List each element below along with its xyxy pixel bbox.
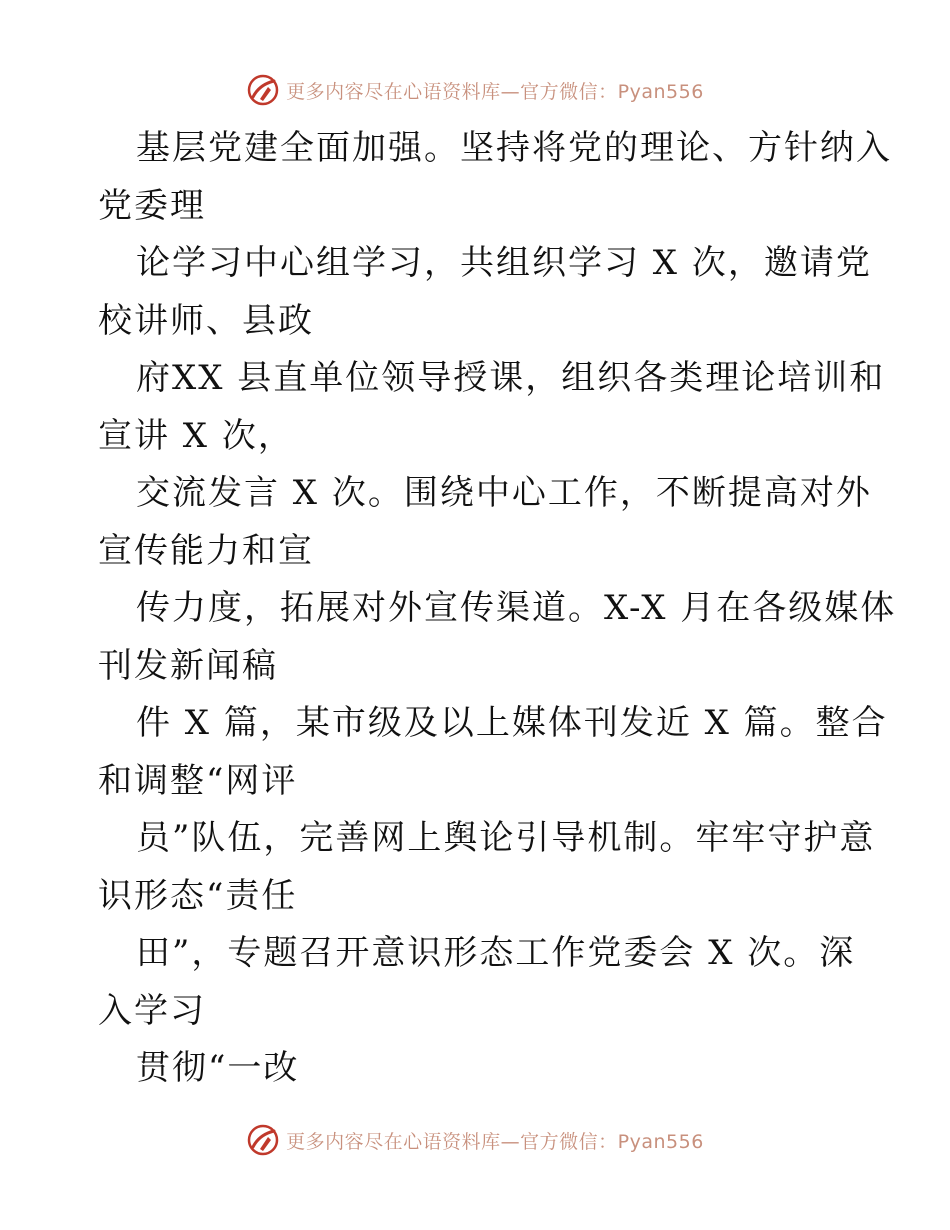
text-line: 员”队伍，完善网上舆论引导机制。牢牢守护意 <box>136 818 876 858</box>
text-line: 党委理 <box>98 185 206 226</box>
text-line: 入学习 <box>98 990 206 1031</box>
watermark-text: 更多内容尽在心语资料库—官方微信：Pyan556 <box>286 80 704 103</box>
text-line: 传力度，拓展对外宣传渠道。X-X 月在各级媒体 <box>136 588 897 628</box>
text-line: 和调整“网评 <box>98 760 298 801</box>
watermark-header <box>0 70 950 110</box>
text-line: 宣讲 X 次， <box>98 415 294 456</box>
text-line: 府XX 县直单位领导授课，组织各类理论培训和 <box>136 358 886 398</box>
text-line: 田”，专题召开意识形态工作党委会 X 次。深 <box>136 933 856 973</box>
text-line: 识形态“责任 <box>98 875 298 916</box>
text-line: 基层党建全面加强。坚持将党的理论、方针纳入 <box>136 128 892 168</box>
pen-swirl-logo-icon <box>246 73 280 107</box>
text-line: 件 X 篇，某市级及以上媒体刊发近 X 篇。整合 <box>136 703 888 743</box>
text-line: 宣传能力和宣 <box>98 530 314 571</box>
document-body <box>98 120 897 1098</box>
text-line: 交流发言 X 次。围绕中心工作，不断提高对外 <box>136 473 872 513</box>
text-line: 贯彻“一改 <box>136 1048 300 1088</box>
text-line: 论学习中心组学习，共组织学习 X 次，邀请党 <box>136 243 872 283</box>
pen-swirl-logo-icon <box>246 1123 280 1157</box>
watermark-footer <box>0 1120 950 1160</box>
text-line: 校讲师、县政 <box>98 300 314 341</box>
watermark-text: 更多内容尽在心语资料库—官方微信：Pyan556 <box>286 1130 704 1153</box>
text-line: 刊发新闻稿 <box>98 645 278 686</box>
